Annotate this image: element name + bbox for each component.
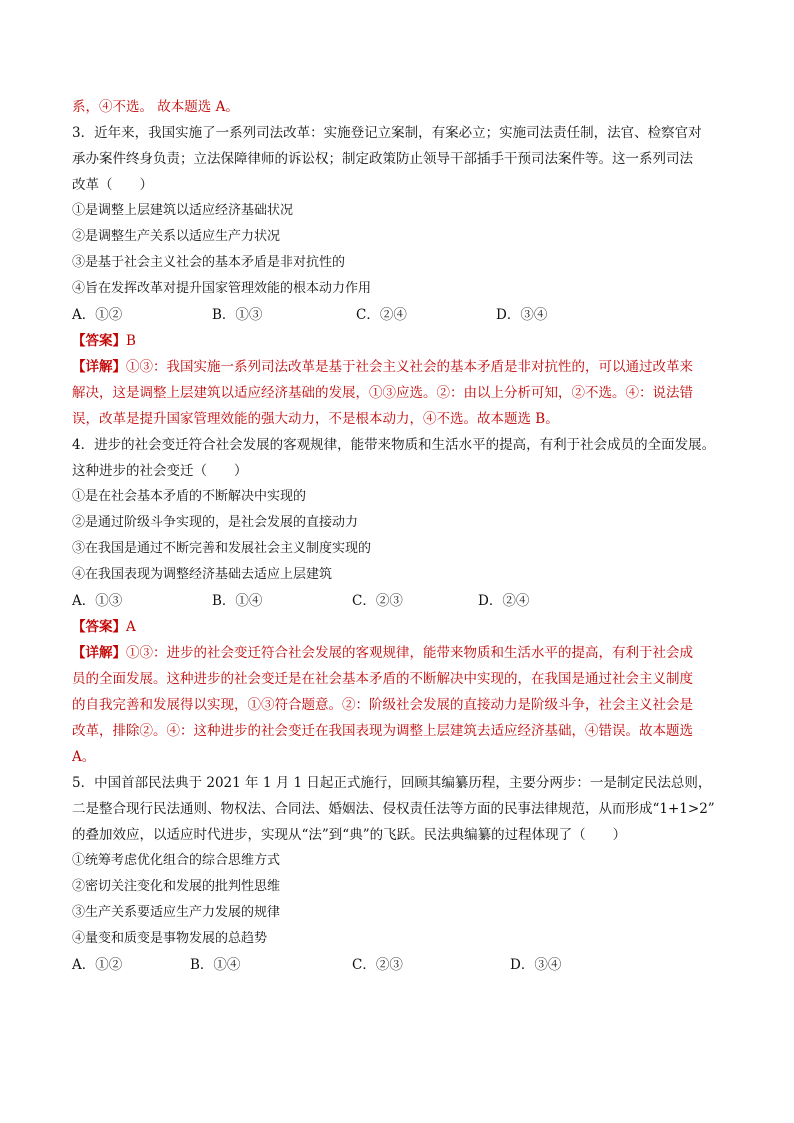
q3-stem-line: 改革（ ） [72, 177, 153, 193]
q4-stem-line: 这种进步的社会变迁（ ） [72, 463, 248, 479]
q3-stem-line: 承办案件终身负责；立法保障律师的诉讼权；制定政策防止领导干部插手干预司法案件等。这一系列司法 [72, 151, 693, 167]
q5-choice-b: B．①④ [190, 957, 241, 973]
q4-choice-d: D．②④ [478, 593, 530, 609]
q3-detail-line: 误，改革是提升国家管理效能的强大动力，不是根本动力，④不选。故本题选 B。 [72, 411, 559, 427]
q4-answer-value: A [126, 619, 136, 635]
previous-answer-tail [72, 94, 732, 120]
q3-answer [72, 328, 732, 354]
q3-choice-c: C．②④ [356, 307, 407, 323]
q4-detail-line: 的自我完善和发展得以实现，①③符合题意。②：阶级社会发展的直接动力是阶级斗争，社会主义社会是 [72, 697, 693, 713]
q3-option: ①是调整上层建筑以适应经济基础状况 [72, 203, 294, 218]
q5-stem-line: 5．中国首部民法典于 2021 年 1 月 1 日起正式施行，回顾其编纂历程，主要分两步：一是制定民法总则， [72, 775, 712, 791]
q4-answer-label: 【答案】 [72, 619, 126, 635]
q4-choice-b: B．①④ [212, 593, 263, 609]
q4-option: ③在我国是通过不断完善和发展社会主义制度实现的 [72, 541, 372, 556]
q5-choice-c: C．②③ [352, 957, 403, 973]
q4-detail-text: ①③：进步的社会变迁符合社会发展的客观规律，能带来物质和生活水平的提高，有利于社会成 [126, 645, 693, 661]
q3-detail-label: 【详解】 [72, 359, 126, 375]
q4-option: ①是在社会基本矛盾的不断解决中实现的 [72, 489, 307, 504]
q3-option: ②是调整生产关系以适应生产力状况 [72, 229, 281, 244]
q5-choice-a: A．①② [72, 957, 123, 973]
q5-option: ③生产关系要适应生产力发展的规律 [72, 905, 281, 920]
q3-detail-line [72, 354, 732, 380]
q3-choices [72, 302, 732, 328]
q4-answer [72, 614, 732, 640]
q4-stem-line: 4．进步的社会变迁符合社会发展的客观规律，能带来物质和生活水平的提高，有利于社会成员的全面发展。 [72, 437, 716, 453]
q3-choice-a: A．①② [72, 307, 123, 323]
q5-choice-d: D．③④ [510, 957, 562, 973]
q3-answer-value: B [126, 333, 136, 349]
q4-detail-line: A。 [72, 749, 96, 765]
document-page [72, 94, 732, 978]
q5-choices [72, 952, 732, 978]
q4-choice-c: C．②③ [352, 593, 403, 609]
q3-detail-line: 解决，这是调整上层建筑以适应经济基础的发展，①③应选。②：由以上分析可知，②不选。④：说法错 [72, 385, 693, 401]
q5-option: ②密切关注变化和发展的批判性思维 [72, 879, 281, 894]
q3-option: ④旨在发挥改革对提升国家管理效能的根本动力作用 [72, 281, 372, 296]
q4-option: ②是通过阶级斗争实现的，是社会发展的直接动力 [72, 515, 359, 530]
q3-option: ③是基于社会主义社会的基本矛盾是非对抗性的 [72, 255, 346, 270]
q4-option: ④在我国表现为调整经济基础去适应上层建筑 [72, 567, 333, 582]
q3-stem-line: 3．近年来，我国实施了一系列司法改革：实施登记立案制，有案必立；实施司法责任制，法官、检察官对 [72, 125, 702, 141]
q4-detail-line [72, 640, 732, 666]
q5-option: ①统筹考虑优化组合的综合思维方式 [72, 853, 281, 868]
q4-detail-line: 员的全面发展。这种进步的社会变迁是在社会基本矛盾的不断解决中实现的，在我国是通过社会主义制度 [72, 671, 693, 687]
q3-choice-d: D．③④ [496, 307, 548, 323]
q4-choice-a: A．①③ [72, 593, 123, 609]
q3-answer-label: 【答案】 [72, 333, 126, 349]
q4-detail-label: 【详解】 [72, 645, 126, 661]
previous-tail-answer: A。 [215, 99, 239, 115]
q4-detail-line: 改革，排除②。④：这种进步的社会变迁在我国表现为调整上层建筑去适应经济基础，④错误。故本题选 [72, 723, 693, 739]
q3-detail-text: ①③：我国实施一系列司法改革是基于社会主义社会的基本矛盾是非对抗性的，可以通过改革来 [126, 359, 693, 375]
q3-choice-b: B．①③ [212, 307, 263, 323]
q5-stem-line: 二是整合现行民法通则、物权法、合同法、婚姻法、侵权责任法等方面的民事法律规范，从而形成“1+1>2” [72, 801, 715, 817]
q5-option: ④量变和质变是事物发展的总趋势 [72, 931, 268, 946]
q4-choices [72, 588, 732, 614]
q5-stem-line: 的叠加效应，以适应时代进步，实现从“法”到“典”的飞跃。民法典编纂的过程体现了（ ） [72, 827, 627, 843]
previous-tail-text: 系，④不选。 故本题选 [72, 99, 216, 115]
